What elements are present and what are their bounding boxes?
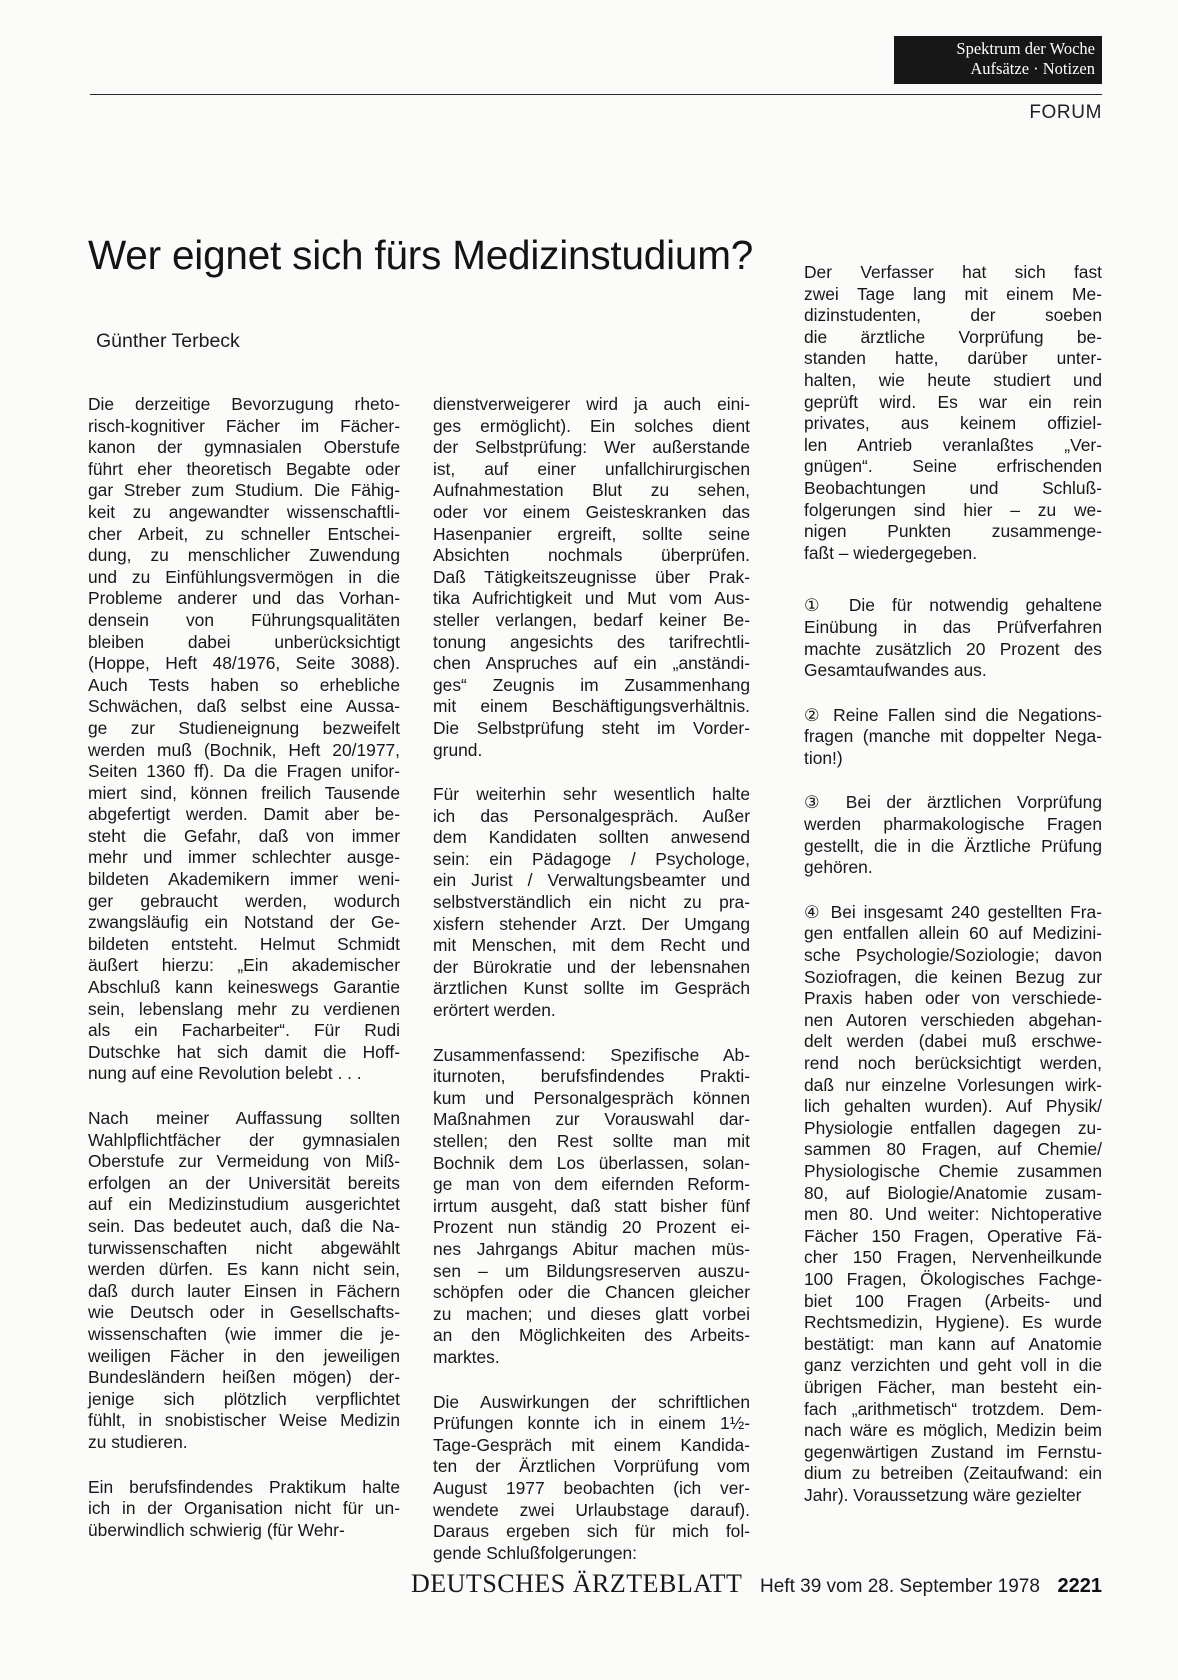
paragraph (88, 1477, 400, 1542)
text-line: Nach meiner Auffassung sollten (88, 1108, 400, 1128)
text-line: steht die Gefahr, daß von immer (88, 825, 400, 846)
text-line: Maßnahmen zur Vorauswahl dar- (433, 1109, 750, 1130)
text-line: wendete zwei Urlaubstage darauf). (433, 1499, 750, 1520)
issue-info: Heft 39 vom 28. September 1978 (760, 1576, 1040, 1597)
text-line: miert sind, können freilich Tausende (88, 782, 400, 803)
text-line: tion!) (804, 747, 843, 768)
text-line: ④ Bei insgesamt 240 gestellten Fra- (804, 901, 1102, 922)
column-text (433, 394, 750, 1564)
body-column-middle (433, 394, 750, 1587)
text-line: mit einem Beschäftigungsverhältnis. (433, 696, 750, 717)
text-line: dem Kandidaten sollten anwesend (433, 827, 750, 848)
text-line: delt werden (dabei muß erschwe- (804, 1031, 1102, 1052)
text-line: Gesamtaufwandes aus. (804, 660, 987, 681)
text-line: auf ein Medizinstudium ausgerichtet (88, 1194, 400, 1215)
page-number: 2221 (1057, 1575, 1102, 1597)
paragraph (88, 1108, 400, 1454)
text-line: geprüft wird. Es war ein rein (804, 391, 1102, 412)
text-line: kum und Personalgespräch können (433, 1087, 750, 1108)
text-line: erfolgen an der Universität bereits (88, 1172, 400, 1193)
text-line: daß nur einzelne Vorlesungen wirk- (804, 1074, 1102, 1095)
text-line: ① Die für notwendig gehaltene (804, 595, 1102, 616)
text-line: biet 100 Fragen (Arbeits- und (804, 1290, 1102, 1311)
paragraph (433, 394, 750, 761)
paragraph (804, 705, 1102, 770)
text-line: Der Verfasser hat sich fast (804, 262, 1102, 282)
text-line: gende Schlußfolgerungen: (433, 1542, 638, 1563)
text-line: gnügen“. Seine erfrischenden (804, 456, 1102, 477)
text-line: iturnoten, berufsfindendes Prakti- (433, 1066, 750, 1087)
text-line: steller verlangen, bedarf keiner Be- (433, 609, 750, 630)
text-line: zwei Tage lang mit einem Me- (804, 283, 1102, 304)
text-line: fühlt, in snobistischer Weise Medizin (88, 1410, 400, 1431)
text-line: Prozent nun ständig 20 Prozent ei- (433, 1217, 750, 1238)
text-line: und zu Einfühlungsvermögen in die (88, 566, 400, 587)
text-line: kanon der gymnasialen Oberstufe (88, 437, 400, 458)
text-line: Tage-Gespräch mit einem Kandida- (433, 1434, 750, 1455)
text-line: werden muß (Bochnik, Heft 20/1977, (88, 739, 400, 760)
text-line: Zusammenfassend: Spezifische Ab- (433, 1044, 750, 1065)
text-line: fach „arithmetisch“ trotzdem. Dem- (804, 1398, 1102, 1419)
text-line: 80, auf Biologie/Anatomie zusam- (804, 1182, 1102, 1203)
text-line: Physiologie entfallen dagegen zu- (804, 1117, 1102, 1138)
text-line: faßt – wiedergegeben. (804, 542, 978, 563)
text-line: ist, auf einer unfallchirurgischen (433, 458, 750, 479)
text-line: Daraus ergeben sich für mich fol- (433, 1521, 750, 1542)
text-line: machte zusätzlich 20 Prozent des (804, 638, 1102, 659)
text-line: Jahr). Voraussetzung wäre gezielter (804, 1484, 1082, 1505)
text-line: ger gebraucht werden, wodurch (88, 890, 400, 911)
text-line: bestätigt: man kann auf Anatomie (804, 1333, 1102, 1354)
section-label (894, 36, 1102, 84)
text-line: Physiologische Chemie zusammen (804, 1160, 1102, 1181)
text-line: Prüfungen konnte ich in einem 1½- (433, 1413, 750, 1434)
text-line: gegenwärtigen Zustand im Fernstu- (804, 1441, 1102, 1462)
text-line: gestellt, die in die Ärztliche Prüfung (804, 835, 1102, 856)
text-line: zu studieren. (88, 1431, 188, 1452)
text-line: sammen 80 Fragen, auf Chemie/ (804, 1139, 1102, 1160)
text-line: (Hoppe, Heft 48/1976, Seite 3088). (88, 653, 400, 674)
text-line: Probleme anderer und das Vorhan- (88, 588, 400, 609)
journal-name: DEUTSCHES ÄRZTEBLATT (411, 1569, 743, 1598)
paragraph (433, 1392, 750, 1565)
text-line: standen hatte, darüber unter- (804, 348, 1102, 369)
text-line: mit Menschen, mit dem Recht und (433, 935, 750, 956)
text-line: führt eher theoretisch Begabte oder (88, 458, 400, 479)
text-line: Seiten 1360 ff). Da die Fragen unifor- (88, 761, 400, 782)
text-line: als ein Facharbeiter“. Für Rudi (88, 1020, 400, 1041)
paragraph (433, 1045, 750, 1369)
text-line: keit zu angewandter wissenschaftli- (88, 501, 400, 522)
column-text (88, 394, 400, 1541)
text-line: mehr und immer schlechter ausge- (88, 847, 400, 868)
text-line: folgerungen sind hier – zu we- (804, 499, 1102, 520)
text-line: densein von Führungsqualitäten (88, 609, 400, 630)
text-line: ② Reine Fallen sind die Negations- (804, 704, 1102, 725)
paragraph (804, 902, 1102, 1507)
text-line: August 1977 beobachten (ich ver- (433, 1477, 750, 1498)
text-line: nen Autoren verschieden abgehan- (804, 1009, 1102, 1030)
text-line: tonung angesichts des tarifrechtli- (433, 631, 750, 652)
text-line: dung, zu menschlicher Zuwendung (88, 545, 400, 566)
text-line: der Bürokratie und der lebensnahen (433, 956, 750, 977)
section-label-line-2: Aufsätze · Notizen (970, 59, 1095, 78)
text-line: erörtert werden. (433, 1000, 556, 1021)
paragraph (88, 394, 400, 1085)
page-footer (411, 1569, 1102, 1599)
text-line: überwindlich schwierig (für Wehr- (88, 1519, 345, 1540)
text-line: Fächer 150 Fragen, Operative Fä- (804, 1225, 1102, 1246)
text-line: schöpfen oder die Chancen gleicher (433, 1282, 750, 1303)
text-line: men 80. Und weiter: Nichtoperative (804, 1204, 1102, 1225)
text-line: sein, lebenslang mehr zu verdienen (88, 998, 400, 1019)
text-line: übrigen Fächer, man besteht ein- (804, 1376, 1102, 1397)
body-column-left (88, 394, 400, 1564)
numbered-notes (804, 595, 1102, 1506)
text-line: halten, wie heute studiert und (804, 369, 1102, 390)
text-line: cher 150 Fragen, Nervenheilkunde (804, 1247, 1102, 1268)
text-line: cher Arbeit, zu schneller Entschei- (88, 523, 400, 544)
text-line: irrtum ausgeht, daß statt bisher fünf (433, 1195, 750, 1216)
text-line: ganz verzichten und geht voll in die (804, 1355, 1102, 1376)
text-line: ten der Ärztlichen Vorprüfung vom (433, 1456, 750, 1477)
text-line: gen entfallen allein 60 auf Medizini- (804, 923, 1102, 944)
text-line: bildeten entsteht. Helmut Schmidt (88, 933, 400, 954)
text-line: dizinstudenten, der soeben (804, 305, 1102, 326)
text-line: werden pharmakologische Fragen (804, 814, 1102, 835)
paragraph (804, 262, 1102, 564)
text-line: gehören. (804, 857, 873, 878)
text-line: ③ Bei der ärztlichen Vorprüfung (804, 792, 1102, 813)
text-line: grund. (433, 739, 483, 760)
text-line: risch-kognitiver Fächer im Fächer- (88, 415, 400, 436)
text-line: Oberstufe zur Vermeidung von Miß- (88, 1151, 400, 1172)
paragraph (804, 792, 1102, 878)
text-line: Für weiterhin sehr wesentlich halte (433, 784, 750, 805)
text-line: werden dürfen. Es kann nicht sein, (88, 1259, 400, 1280)
text-line: gar Streber zum Studium. Die Fähig- (88, 480, 400, 501)
header-rule (90, 94, 1102, 95)
text-line: rend noch berücksichtigt werden, (804, 1053, 1102, 1073)
text-line: wie Deutsch oder in Gesellschafts- (88, 1302, 400, 1323)
text-line: ges ermöglicht). Ein solches dient (433, 415, 750, 436)
text-line: Schwächen, daß selbst eine Aussa- (88, 696, 400, 717)
text-line: len Antrieb veranlaßtes „Ver- (804, 434, 1102, 455)
body-column-right (804, 262, 1102, 1529)
text-line: Rechtsmedizin, Hygiene). Es wurde (804, 1312, 1102, 1333)
text-line: Bochnik dem Los überlassen, solan- (433, 1152, 750, 1173)
text-line: Hasenpanier ergreift, sollte seine (433, 523, 750, 544)
text-line: jenige sich plötzlich verpflichtet (88, 1388, 400, 1409)
text-line: zwangsläufig ein Notstand der Ge- (88, 912, 400, 933)
text-line: sen – um Bildungsreserven auszu- (433, 1260, 750, 1281)
intro-text (804, 262, 1102, 564)
paragraph (804, 595, 1102, 681)
text-line: Die Selbstprüfung steht im Vorder- (433, 717, 750, 738)
text-line: Praxis haben oder von verschiede- (804, 988, 1102, 1009)
paragraph (433, 784, 750, 1022)
text-line: stellen; den Rest sollte man mit (433, 1131, 750, 1151)
text-line: marktes. (433, 1346, 500, 1367)
text-line: die ärztliche Vorprüfung be- (804, 326, 1102, 347)
text-line: fragen (manche mit doppelter Nega- (804, 726, 1102, 747)
text-line: sche Psychologie/Soziologie; davon (804, 945, 1102, 966)
text-line: chen Anspruches auf ein „anständi- (433, 653, 750, 674)
text-line: bildeten Akademikern immer weni- (88, 869, 400, 890)
text-line: nes Jahrgangs Abitur machen müs- (433, 1238, 750, 1259)
article-author: Günther Terbeck (96, 330, 240, 352)
text-line: dium zu betreiben (Zeitaufwand: ein (804, 1463, 1102, 1484)
text-line: ich in der Organisation nicht für un- (88, 1498, 400, 1519)
article-title: Wer eignet sich fürs Medizinstudium? (88, 232, 754, 278)
text-line: ges“ Zeugnis im Zusammenhang (433, 674, 750, 695)
text-line: selbstverständlich ein nicht zu pra- (433, 892, 750, 913)
text-line: xisfern stehender Arzt. Der Umgang (433, 913, 750, 934)
text-line: ärztlichen Kunst sollte im Gespräch (433, 978, 750, 999)
text-line: Die Auswirkungen der schriftlichen (433, 1391, 750, 1412)
text-line: bleiben dabei unberücksichtigt (88, 631, 400, 652)
text-line: Aufnahmestation Blut zu sehen, (433, 480, 750, 501)
text-line: wissenschaften (wie immer die je- (88, 1323, 400, 1344)
text-line: Daß Tätigkeitszeugnisse über Prak- (433, 566, 750, 587)
text-line: tika Aufrichtigkeit und Mut vom Aus- (433, 588, 750, 609)
text-line: nigen Punkten zusammenge- (804, 521, 1102, 542)
text-line: nach wäre es möglich, Medizin beim (804, 1420, 1102, 1441)
text-line: sein. Das bedeutet auch, daß die Na- (88, 1215, 400, 1236)
section-label-line-1: Spektrum der Woche (956, 39, 1095, 58)
text-line: lich gehalten wurden). Auf Physik/ (804, 1096, 1102, 1117)
text-line: Wahlpflichtfächer der gymnasialen (88, 1129, 400, 1150)
text-line: weiligen Fächer in den jeweiligen (88, 1345, 400, 1366)
text-line: 100 Fragen, Ökologisches Fachge- (804, 1268, 1102, 1289)
text-line: zu machen; und dieses glatt vorbei (433, 1303, 750, 1324)
text-line: äußert hierzu: „Ein akademischer (88, 955, 400, 976)
text-line: Die derzeitige Bevorzugung rheto- (88, 394, 400, 414)
text-line: dienstverweigerer wird ja auch eini- (433, 394, 750, 414)
text-line: ge zur Studieneignung bezweifelt (88, 717, 400, 738)
text-line: Auch Tests haben so erhebliche (88, 674, 400, 695)
text-line: turwissenschaften nicht abgewählt (88, 1237, 400, 1258)
text-line: an den Möglichkeiten des Arbeits- (433, 1325, 750, 1346)
text-line: abgefertigt werden. Damit aber be- (88, 804, 400, 825)
text-line: Absichten nochmals überprüfen. (433, 545, 750, 566)
text-line: Abschluß kann keineswegs Garantie (88, 977, 400, 998)
category-label: FORUM (1029, 102, 1102, 123)
text-line: Ein berufsfindendes Praktikum halte (88, 1476, 400, 1497)
text-line: Bundesländern heißen mögen) der- (88, 1367, 400, 1388)
text-line: Dutschke hat sich damit die Hoff- (88, 1041, 400, 1062)
text-line: der Selbstprüfung: Wer außerstande (433, 437, 750, 458)
text-line: sein: ein Pädagoge / Psychologe, (433, 848, 750, 869)
text-line: nung auf eine Revolution belebt . . . (88, 1063, 362, 1084)
text-line: oder vor einem Geisteskranken das (433, 501, 750, 522)
text-line: Einübung in das Prüfverfahren (804, 616, 1102, 637)
text-line: privates, aus keinem offiziel- (804, 413, 1102, 434)
text-line: ein Jurist / Verwaltungsbeamter und (433, 870, 750, 891)
text-line: Beobachtungen und Schluß- (804, 477, 1102, 498)
text-line: Soziofragen, die keinen Bezug zur (804, 966, 1102, 987)
text-line: ich das Personalgespräch. Außer (433, 805, 750, 826)
text-line: ge man von dem eifernden Reform- (433, 1174, 750, 1195)
text-line: daß durch lauter Einsen in Fächern (88, 1280, 400, 1301)
